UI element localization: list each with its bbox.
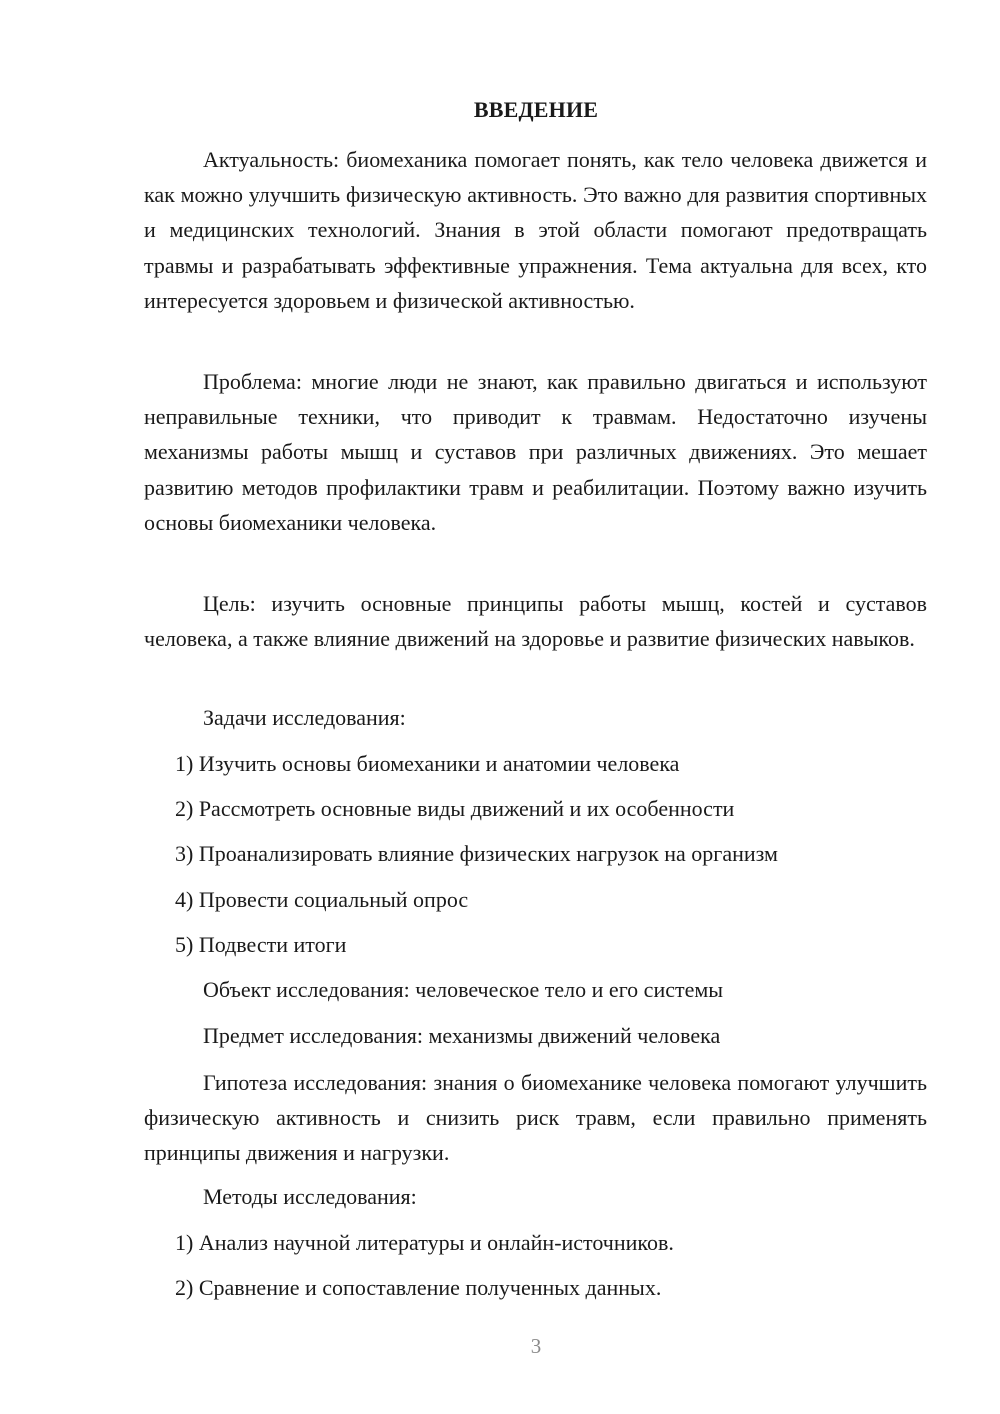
relevance-paragraph: Актуальность: биомеханика помогает понять, как тело человека движется и как можно улучшить физическую активность. Это важно для развития спортивных и медицинских технологий. Знания в этой области помогают предотвращать травмы и разрабатывать эффективные упражнения. Тема актуальна для всех, кто интересуется здоровьем и физической активностью. [144,147,927,313]
tasks-heading: Задачи исследования: [203,705,406,730]
task-item: 4) Провести социальный опрос [175,887,469,912]
task-item: 5) Подвести итоги [175,932,347,957]
problem-paragraph: Проблема: многие люди не знают, как правильно двигаться и используют неправильные техники, что приводит к травмам. Недостаточно изучены механизмы работы мышц и суставов при различных движениях. Это мешает развитию методов профилактики травм и реабилитации. Поэтому важно изучить основы биомеханики человека. [144,369,927,535]
method-item: 2) Сравнение и сопоставление полученных данных. [175,1275,662,1300]
hypothesis-paragraph: Гипотеза исследования: знания о биомеханике человека помогают улучшить физическую активность и снизить риск травм, если правильно применять принципы движения и нагрузки. [144,1070,927,1166]
goal-paragraph: Цель: изучить основные принципы работы мышц, костей и суставов человека, а также влияние движений на здоровье и развитие физических навыков. [144,591,927,652]
method-item: 1) Анализ научной литературы и онлайн-источников. [175,1230,674,1255]
task-item: 1) Изучить основы биомеханики и анатомии человека [175,751,680,776]
object-line: Объект исследования: человеческое тело и его системы [203,977,724,1002]
methods-heading: Методы исследования: [203,1184,417,1209]
section-title: ВВЕДЕНИЕ [473,97,599,122]
subject-line: Предмет исследования: механизмы движений человека [203,1023,721,1048]
page-number: 3 [530,1334,542,1358]
task-item: 3) Проанализировать влияние физических нагрузок на организм [175,841,778,866]
task-item: 2) Рассмотреть основные виды движений и их особенности [175,796,735,821]
